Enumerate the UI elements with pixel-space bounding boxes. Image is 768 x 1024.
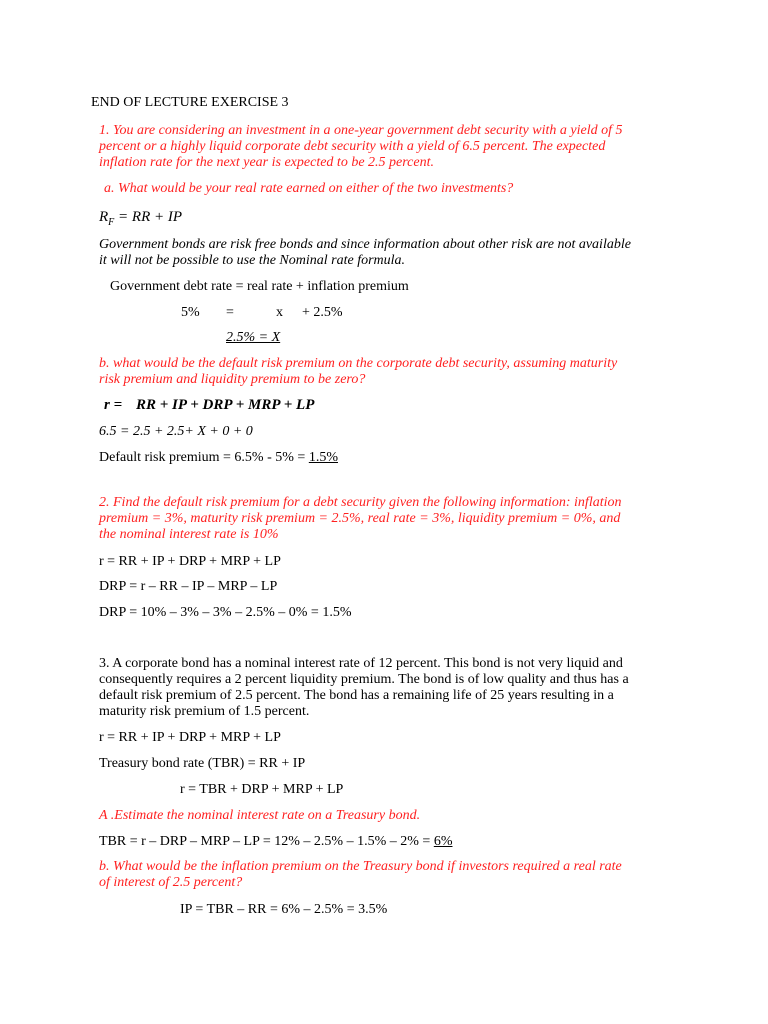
q3-part-b-line-1: b. What would be the inflation premium on the Treasury bond if investors required a real rate bbox=[99, 859, 622, 874]
q3-line-1: 3. A corporate bond has a nominal interest rate of 12 percent. This bond is not very liquid and bbox=[99, 656, 623, 671]
q1-eq-plus: + 2.5% bbox=[302, 305, 343, 320]
q3-part-a: A .Estimate the nominal interest rate on a Treasury bond. bbox=[99, 808, 421, 823]
formula-rest: = RR + IP bbox=[114, 209, 183, 225]
q1-eq-lhs: 5% bbox=[181, 305, 200, 320]
q1-part-b-line-2: risk premium and liquidity premium to be zero? bbox=[99, 372, 366, 387]
q2-eq-3: DRP = 10% – 3% – 3% – 2.5% – 0% = 1.5% bbox=[99, 605, 352, 620]
q1-r-formula: RR + IP + DRP + MRP + LP bbox=[136, 397, 315, 413]
q2-eq-2: DRP = r – RR – IP – MRP – LP bbox=[99, 579, 278, 594]
q1-answer-a: 2.5% = X bbox=[226, 330, 281, 345]
q1-line-3: inflation rate for the next year is expected to be 2.5 percent. bbox=[99, 155, 434, 170]
formula-r: R bbox=[99, 209, 109, 225]
q1-gov-rate-line: Government debt rate = real rate + inflation premium bbox=[110, 279, 409, 294]
q2-line-2: premium = 3%, maturity risk premium = 2.5%, real rate = 3%, liquidity premium = 0%, and bbox=[99, 511, 621, 526]
q3-eq-1: r = RR + IP + DRP + MRP + LP bbox=[99, 730, 281, 745]
q3-tbr-prefix: TBR = r – DRP – MRP – LP = 12% – 2.5% – 1.5% – 2% = bbox=[99, 834, 434, 849]
q2-eq-1: r = RR + IP + DRP + MRP + LP bbox=[99, 554, 281, 569]
q3-line-4: maturity risk premium of 1.5 percent. bbox=[99, 704, 310, 719]
q1-drp-prefix: Default risk premium = 6.5% - 5% = bbox=[99, 450, 309, 465]
q2-line-3: the nominal interest rate is 10% bbox=[99, 527, 279, 542]
q3-part-b-line-2: of interest of 2.5 percent? bbox=[99, 875, 243, 890]
exercise-title: END OF LECTURE EXERCISE 3 bbox=[91, 95, 289, 110]
q3-tbr-answer: 6% bbox=[433, 834, 453, 849]
q3-eq-3: r = TBR + DRP + MRP + LP bbox=[180, 782, 344, 797]
q3-line-2: consequently requires a 2 percent liquidity premium. The bond is of low quality and thus has a bbox=[99, 672, 629, 687]
q2-line-1: 2. Find the default risk premium for a debt security given the following information: inflation bbox=[99, 495, 622, 510]
q3-tbr-line bbox=[99, 834, 452, 850]
q1-drp-answer: 1.5% bbox=[308, 450, 338, 465]
q3-line-3: default risk premium of 2.5 percent. The bond has a remaining life of 25 years resulting in a bbox=[99, 688, 614, 703]
q1-eq-x: x bbox=[276, 305, 283, 320]
q3-eq-2: Treasury bond rate (TBR) = RR + IP bbox=[99, 756, 306, 771]
q1-formula-rf bbox=[99, 209, 182, 227]
q1-note-line-1: Government bonds are risk free bonds and since information about other risk are not available bbox=[99, 237, 631, 252]
q1-calc-line: 6.5 = 2.5 + 2.5+ X + 0 + 0 bbox=[99, 424, 253, 439]
q1-r-label: r = bbox=[104, 397, 123, 413]
q1-line-2: percent or a highly liquid corporate debt security with a yield of 6.5 percent. The expected bbox=[99, 139, 606, 154]
q1-part-b-line-1: b. what would be the default risk premium on the corporate debt security, assuming maturity bbox=[99, 356, 618, 371]
q1-note-line-2: it will not be possible to use the Nominal rate formula. bbox=[99, 253, 406, 268]
q3-ip-line: IP = TBR – RR = 6% – 2.5% = 3.5% bbox=[180, 902, 388, 917]
q1-part-a: a. What would be your real rate earned on either of the two investments? bbox=[104, 181, 514, 196]
formula-sub-f: F bbox=[108, 217, 115, 228]
q1-drp-line bbox=[99, 450, 338, 466]
q1-eq-equals: = bbox=[226, 305, 234, 320]
q1-line-1: 1. You are considering an investment in a one-year government debt security with a yield of 5 bbox=[99, 123, 623, 138]
